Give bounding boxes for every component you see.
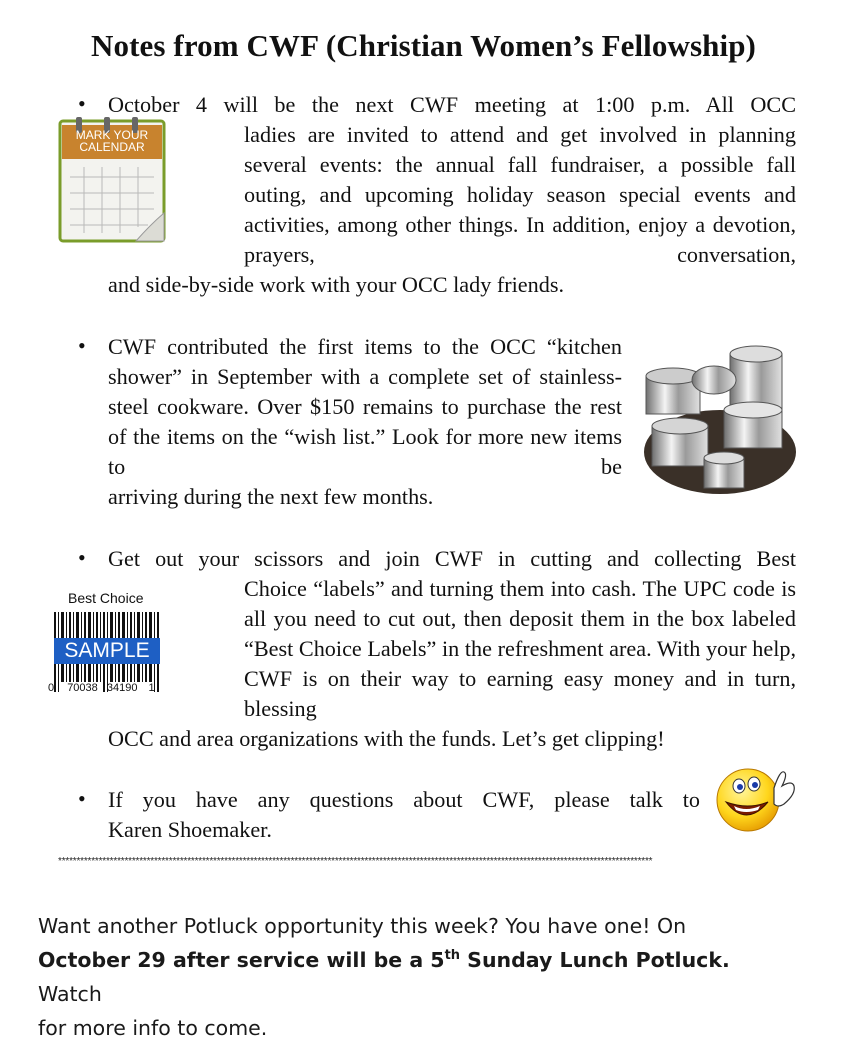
upc-digit-left: 0 [48, 682, 55, 694]
list-item [108, 544, 796, 754]
closing-line-3: for more info to come. [38, 1016, 268, 1040]
upc-digits-right: 34190 [106, 682, 138, 694]
cookware-image [638, 340, 796, 500]
bullet: • [78, 91, 86, 116]
list-item-body: CWF contributed the first items to the OCC “kitchen shower” in September with a complete set of stainless-steel cookware. Over $150 remains to purchase the rest of the items on the “wish list.” Look for more new items to be [108, 334, 622, 479]
list-item [108, 90, 796, 300]
mark-your-calendar-image [58, 117, 166, 243]
list-item-last-line: arriving during the next few months. [108, 484, 434, 509]
closing-line-2 [38, 943, 798, 1011]
list-item-last-line: OCC and area organizations with the funds. Let’s get clipping! [108, 726, 665, 751]
list-item-body: ladies are invited to attend and get involved in planning several events: the annual fall fundraiser, a possible fall outing, and upcoming holiday season special events and activities, among other things. In addition, enjoy a devotion, prayers, conversation, [244, 122, 796, 267]
closing-line-1: Want another Potluck opportunity this week? You have one! On [38, 914, 687, 938]
list-item [108, 332, 622, 512]
closing-bold-a: October 29 after service will be a 5 [38, 948, 445, 972]
bullet: • [78, 333, 86, 358]
list-item [108, 785, 700, 845]
upc-brand-label: Best Choice [68, 590, 144, 606]
closing-rest: Watch [38, 982, 102, 1006]
closing-bold-sup: th [444, 948, 461, 963]
list-item-last-line: and side-by-side work with your OCC lady friends. [108, 272, 565, 297]
list-item-body: Choice “labels” and turning them into cash. The UPC code is all you need to cut out, then deposit them in the box labeled “Best Choice Labels” in the refreshment area. With your help, CWF is on their way to earning easy money and in turn, blessing [244, 576, 796, 721]
upc-digit-end: 1 [148, 682, 155, 694]
bullet: • [78, 545, 86, 570]
upc-sample-label: SAMPLE [64, 639, 150, 662]
bullet: • [78, 786, 86, 811]
closing-bold-b: Sunday Lunch Potluck. [460, 948, 730, 972]
upc-barcode-image [40, 590, 175, 700]
list-item-first-line: Get out your scissors and join CWF in cutting and collecting Best [108, 546, 796, 571]
closing-note [38, 909, 798, 1045]
asterisk-divider: ***************************************************************************************************************************************************************** [58, 856, 653, 867]
list-item-last-line: Karen Shoemaker. [108, 817, 272, 842]
page-title: Notes from CWF (Christian Women’s Fellowship) [91, 28, 756, 63]
calendar-label-line2: CALENDAR [79, 140, 145, 154]
list-item-first-line: October 4 will be the next CWF meeting at 1:00 p.m. All OCC [108, 92, 796, 117]
upc-digits-mid: 70038 [67, 682, 98, 694]
list-item-body: If you have any questions about CWF, please talk to [108, 787, 700, 812]
smiley-face-image [712, 762, 798, 834]
calendar-label-line1: MARK YOUR [75, 128, 149, 142]
